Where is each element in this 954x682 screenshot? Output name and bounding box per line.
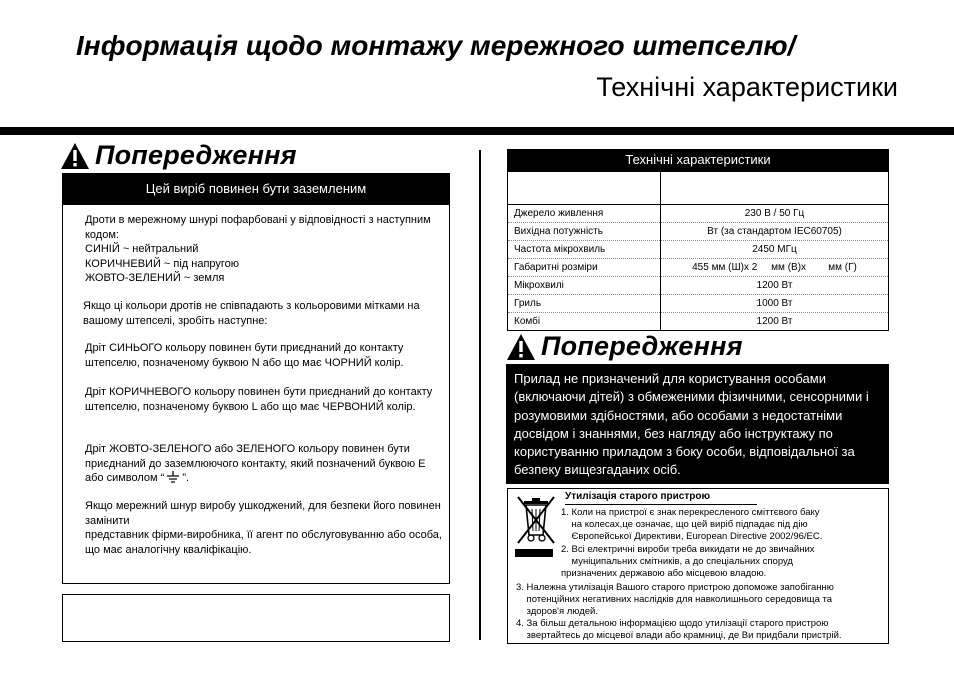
left-warning-heading — [60, 140, 297, 171]
spec-value: 1200 Вт — [756, 316, 793, 327]
specs-header-row — [508, 172, 889, 205]
mismatch-paragraph: Якщо ці кольори дротів не співпадають з кольоровими мітками на вашому штепселі, зробіть наступне: — [83, 300, 420, 327]
green-yellow-wire-text: Дріт ЖОВТО-ЗЕЛЕНОГО або ЗЕЛЕНОГО кольору повинен бути приєднаний до заземлюючого контакту, який позначений буквою E або символом “ — [85, 443, 426, 485]
wire-color-code: Дроти в мережному шнурі пофарбовані у відповідності з наступним кодом: СИНІЙ ~ нейтральний КОРИЧНЕВИЙ ~ під напругою ЖОВТО-ЗЕЛЕНИЙ ~ земля — [85, 214, 431, 285]
page-title: Інформація щодо монтажу мережного штепселю/ — [76, 30, 796, 61]
disposal-box — [507, 488, 889, 644]
spec-value: 1200 Вт — [661, 277, 889, 295]
disposal-item: 2. Всі електричні вироби треба викидати не до звичайних муніципальних смітників, а до спеціальних споруд призначених державою або місцевою владою. — [561, 544, 815, 580]
table-row — [508, 223, 889, 241]
table-row — [508, 313, 889, 331]
spec-value: 230 В / 50 Гц — [661, 205, 889, 223]
spec-value: 455 мм (Ш)x 2 мм (В)x мм (Г) — [661, 259, 889, 277]
column-divider — [479, 150, 481, 640]
spec-label: Гриль — [508, 295, 661, 313]
spec-label: Частота мікрохвиль — [508, 241, 661, 259]
usage-warning-box: Прилад не призначений для користування особами (включаючи дітей) з обмеженими фізичними, сенсорними і розумовими здібностями, або особами з недостатніми досвідом і знаннями, без нагляду або інструктажу по користуванню приладом з боку особи, відповідальної за безпеку вищезгаданих осіб. — [506, 364, 889, 484]
spec-value: Вт (за стандартом IEC60705) — [661, 223, 889, 241]
table-row — [508, 295, 889, 313]
spec-label: Габаритні розміри — [508, 259, 661, 277]
ground-symbol-icon — [166, 471, 180, 483]
crossed-bin-icon — [514, 493, 558, 545]
right-warning-heading — [506, 331, 743, 362]
wiring-instructions-box — [62, 205, 450, 584]
disposal-item: 3. Належна утилізація Вашого старого пристрою допоможе запобіганню потенційних негативних наслідків для навколишнього середовища та здоров'я людей. — [516, 582, 834, 618]
brown-wire-paragraph: Дріт КОРИЧНЕВОГО кольору повинен бути приєднаний до контакту штепселю, позначеному буквою L або що має ЧЕРВОНИЙ колір. — [85, 386, 433, 413]
warning-triangle-icon — [60, 142, 90, 170]
disposal-title-underline — [565, 504, 757, 505]
spec-label: Комбі — [508, 313, 661, 331]
spec-label: Мікрохвилі — [508, 277, 661, 295]
spec-value: 2450 МГц — [661, 241, 889, 259]
page-subtitle: Технічні характеристики — [596, 72, 898, 102]
table-row — [508, 259, 889, 277]
disposal-item: 1. Коли на пристрої є знак перекресленого сміттєвого баку на колесах,це означає, що цей виріб підпадає під дію Європейської Директиви, European Directive 2002/96/EC. — [561, 507, 823, 543]
warning-heading-text: Попередження — [541, 331, 743, 361]
green-yellow-wire-paragraph — [85, 442, 445, 486]
ground-symbol-tail: ”. — [182, 472, 190, 485]
disposal-title: Утилізація старого пристрою — [565, 491, 711, 502]
table-row — [508, 241, 889, 259]
specs-table — [507, 171, 889, 331]
damaged-cord-paragraph: Якщо мережний шнур виробу ушкоджений, для безпеки його повинен замінити представник фірми-виробника, її агент по обслуговуванню або особа, що має аналогічну кваліфікацію. — [85, 500, 442, 556]
disposal-item: 4. За більш детальною інформацією щодо утилізації старого пристрою звертайтесь до місцевої влади або крамниці, де Ви придбали пристрій. — [516, 618, 842, 642]
table-row — [508, 205, 889, 223]
spec-label: Джерело живлення — [508, 205, 661, 223]
specs-title-bar: Технічні характеристики — [507, 149, 889, 171]
table-row — [508, 277, 889, 295]
spec-label: Вихідна потужність — [508, 223, 661, 241]
grounding-notice: Цей виріб повинен бути заземленим — [62, 173, 450, 205]
blue-wire-paragraph: Дріт СИНЬОГО кольору повинен бути приєднаний до контакту штепселю, позначеному буквою N або що має ЧОРНИЙ колір. — [85, 342, 404, 369]
header-rule — [0, 127, 954, 135]
warning-triangle-icon — [506, 333, 536, 361]
empty-box — [62, 594, 450, 642]
warning-heading-text: Попередження — [95, 140, 297, 170]
bin-underbar — [515, 549, 553, 557]
spec-value: 1000 Вт — [661, 295, 889, 313]
